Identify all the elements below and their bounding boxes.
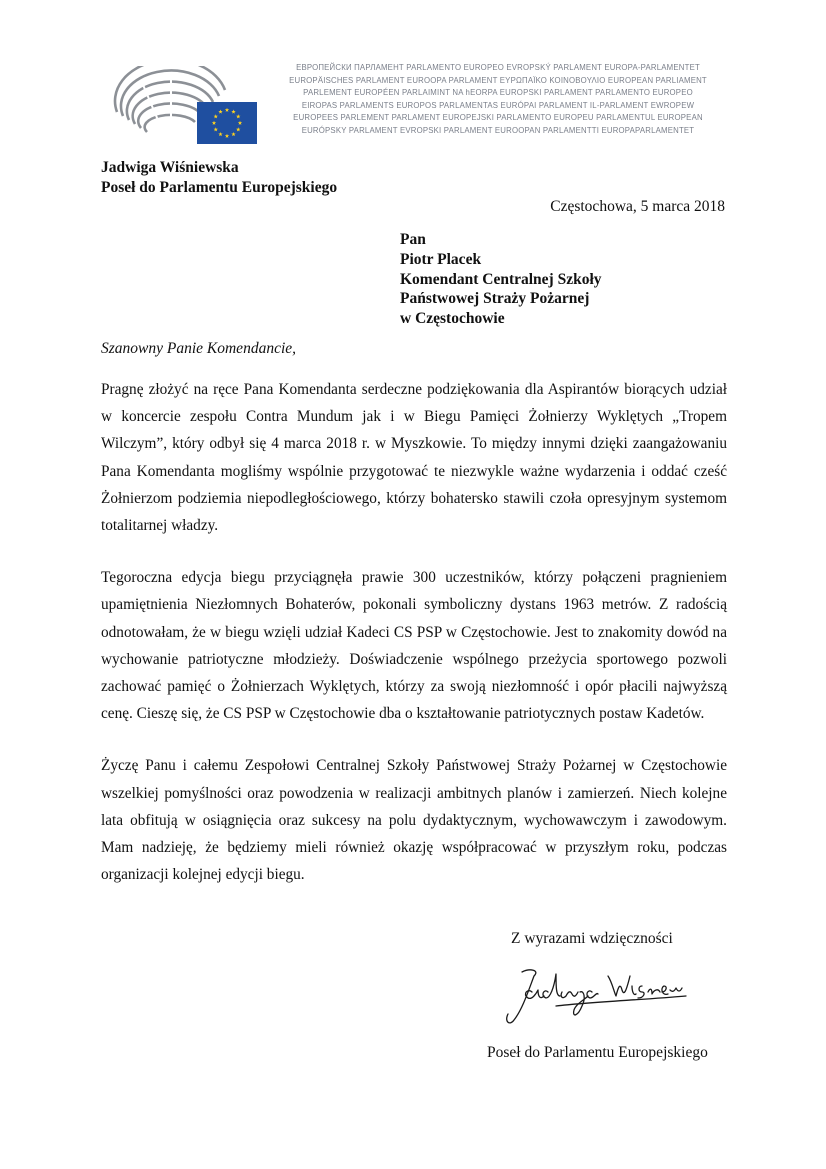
parliament-names-row: ЕВРОПЕЙСКИ ПАРЛАМЕНТ PARLAMENTO EUROPEO EVROPSKÝ PARLAMENT EUROPA-PARLAMENTET xyxy=(296,63,700,72)
sender-title: Poseł do Parlamentu Europejskiego xyxy=(101,179,338,196)
recipient-line: Piotr Placek xyxy=(400,250,482,268)
sender-name: Jadwiga Wiśniewska xyxy=(101,159,239,176)
closing-phrase: Z wyrazami wdzięczności xyxy=(511,930,673,947)
recipient-line: Pan xyxy=(400,231,426,248)
body-paragraph: Tegoroczna edycja biegu przyciągnęła prawie 300 uczestników, którzy połączeni pragnieniem upamiętnienia Niezłomnych Bohaterów, pokonali symboliczny dystans 1963 metrów. Z radością odnotowałam, że w biegu wzięli udział Kadeci CS PSP w Częstochowie. Jest to znakomity dowód na wychowanie patriotyczne młodzieży. Doświadczenie wspólnego przeżycia sportowego pozwoli zachować pamięć o Żołnierzach Wyklętych, którzy za swoją niezłomność i opór płacili najwyższą cenę. Cieszę się, że CS PSP w Częstochowie dba o kształtowanie patriotycznych postaw Kadetów. xyxy=(101,569,727,723)
letter-body xyxy=(101,376,727,913)
parliament-names-row: EUROPÄISCHES PARLAMENT EUROOPA PARLAMENT ΕΥΡΩΠΑΪΚΟ ΚΟΙΝΟΒΟΥΛΙΟ EUROPEAN PARLIAMENT xyxy=(289,75,707,85)
european-parliament-logo xyxy=(113,66,263,146)
body-paragraph: Życzę Panu i całemu Zespołowi Centralnej Szkoły Państwowej Straży Pożarnej w Częstochowie wszelkiej pomyślności oraz powodzenia w realizacji ambitnych planów i zamierzeń. Niech kolejne lata obfitują w osiągnięcia oraz sukcesy na polu dydaktycznym, wychowawczym i zawodowym. Mam nadzieję, że będziemy mieli również okazję współpracować w przyszłym roku, podczas organizacji kolejnej edycji biegu. xyxy=(101,757,727,884)
parliament-names-row: EUROPEES PARLEMENT PARLAMENT EUROPEJSKI PARLAMENTO EUROPEU PARLAMENTUL EUROPEAN xyxy=(293,113,703,122)
parliament-names-row: PARLEMENT EUROPÉEN PARLAIMINT NA hEORPA EUROPSKI PARLAMENT PARLAMENTO EUROPEO xyxy=(303,88,693,97)
eu-flag-icon xyxy=(197,102,257,144)
signer-title: Poseł do Parlamentu Europejskiego xyxy=(487,1044,708,1061)
salutation: Szanowny Panie Komendancie, xyxy=(101,340,297,357)
parliament-names-row: EURÓPSKY PARLAMENT EVROPSKI PARLAMENT EUROOPAN PARLAMENTTI EUROPAPARLAMENTET xyxy=(301,125,695,135)
recipient-line: Państwowej Straży Pożarnej xyxy=(400,290,590,308)
handwritten-signature xyxy=(500,962,690,1032)
body-paragraph: Pragnę złożyć na ręce Pana Komendanta serdeczne podziękowania dla Aspirantów biorących udział w koncercie zespołu Contra Mundum jak i w Biegu Pamięci Żołnierzy Wyklętych „Tropem Wilczym”, który odbył się 4 marca 2018 r. w Myszkowie. To między innymi dzięki zaangażowaniu Pana Komendanta mogliśmy wspólnie przygotować te niezwykle ważne wydarzenia i oddać cześć Żołnierzom podziemia niepodległościowego, którzy bohatersko stawili czoła opresyjnym systemom totalitarnej władzy. xyxy=(101,381,727,535)
parliament-names xyxy=(278,62,718,137)
letterhead xyxy=(113,62,713,152)
sender-block xyxy=(101,158,337,198)
recipient-line: Komendant Centralnej Szkoły xyxy=(400,270,602,288)
parliament-names-row: EIROPAS PARLAMENTS EUROPOS PARLAMENTAS EURÓPAI PARLAMENT IL-PARLAMENT EWROPEW xyxy=(301,100,695,110)
letter-date: Częstochowa, 5 marca 2018 xyxy=(550,198,725,215)
recipient-line: w Częstochowie xyxy=(400,310,505,328)
recipient-block xyxy=(400,230,602,329)
